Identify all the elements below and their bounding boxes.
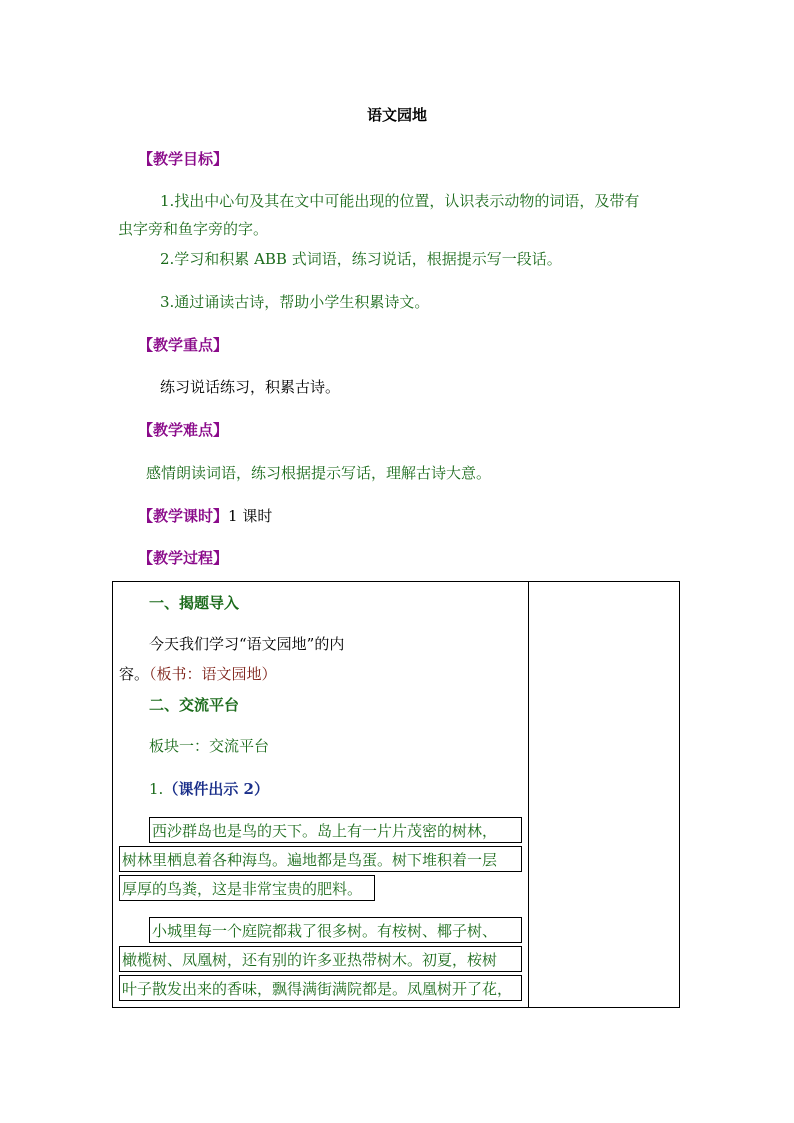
passage-1-line-3: 厚厚的鸟粪，这是非常宝贵的肥料。 [119,875,375,901]
goal-1-line-1: 1.找出中心句及其在文中可能出现的位置，认识表示动物的词语，及带有 [160,192,640,210]
process-heading: 【教学过程】 [138,549,229,567]
goal-1-line-2: 虫字旁和鱼字旁的字。 [118,220,269,238]
part-1-line-1: 今天我们学习“语文园地”的内 [149,635,345,653]
passage-1-line-2: 树林里栖息着各种海鸟。遍地都是鸟蛋。树下堆积着一层 [119,846,522,872]
difficulty-heading: 【教学难点】 [138,421,229,439]
hours-heading: 【教学课时】 [138,507,229,525]
goal-3: 3.通过诵读古诗，帮助小学生积累诗文。 [160,293,430,311]
part-1-heading: 一、揭题导入 [149,594,240,612]
focus-heading: 【教学重点】 [138,336,229,354]
page-title: 语文园地 [366,106,427,124]
part-2-heading: 二、交流平台 [149,696,240,714]
passage-2-line-3: 叶子散发出来的香味，飘得满街满院都是。凤凰树开了花， [119,975,522,1001]
block-1-label: 板块一：交流平台 [149,737,270,755]
passage-2-line-2: 橄榄树、凤凰树，还有别的许多亚热带树木。初夏，桉树 [119,946,522,972]
passage-2-line-1: 小城里每一个庭院都栽了很多树。有桉树、椰子树、 [149,917,522,943]
column-divider [528,582,529,1007]
passage-1-line-1: 西沙群岛也是鸟的天下。岛上有一片片茂密的树林， [149,817,522,843]
goal-2: 2.学习和积累 ABB 式词语，练习说话，根据提示写一段话。 [160,250,562,268]
goals-heading: 【教学目标】 [138,150,229,168]
hours-line [138,505,272,526]
hours-text: 1 课时 [228,507,273,525]
item-1-line: 1.（课件出示 2） [149,780,269,798]
focus-text: 练习说话练习，积累古诗。 [160,378,341,396]
courseware-label: （课件出示 2） [163,780,269,798]
part-1-line-2: 容。（板书：语文园地） [119,665,277,683]
blackboard-note: （板书：语文园地） [149,665,277,683]
process-table [112,581,680,1008]
difficulty-text: 感情朗读词语，练习根据提示写话，理解古诗大意。 [146,464,492,482]
